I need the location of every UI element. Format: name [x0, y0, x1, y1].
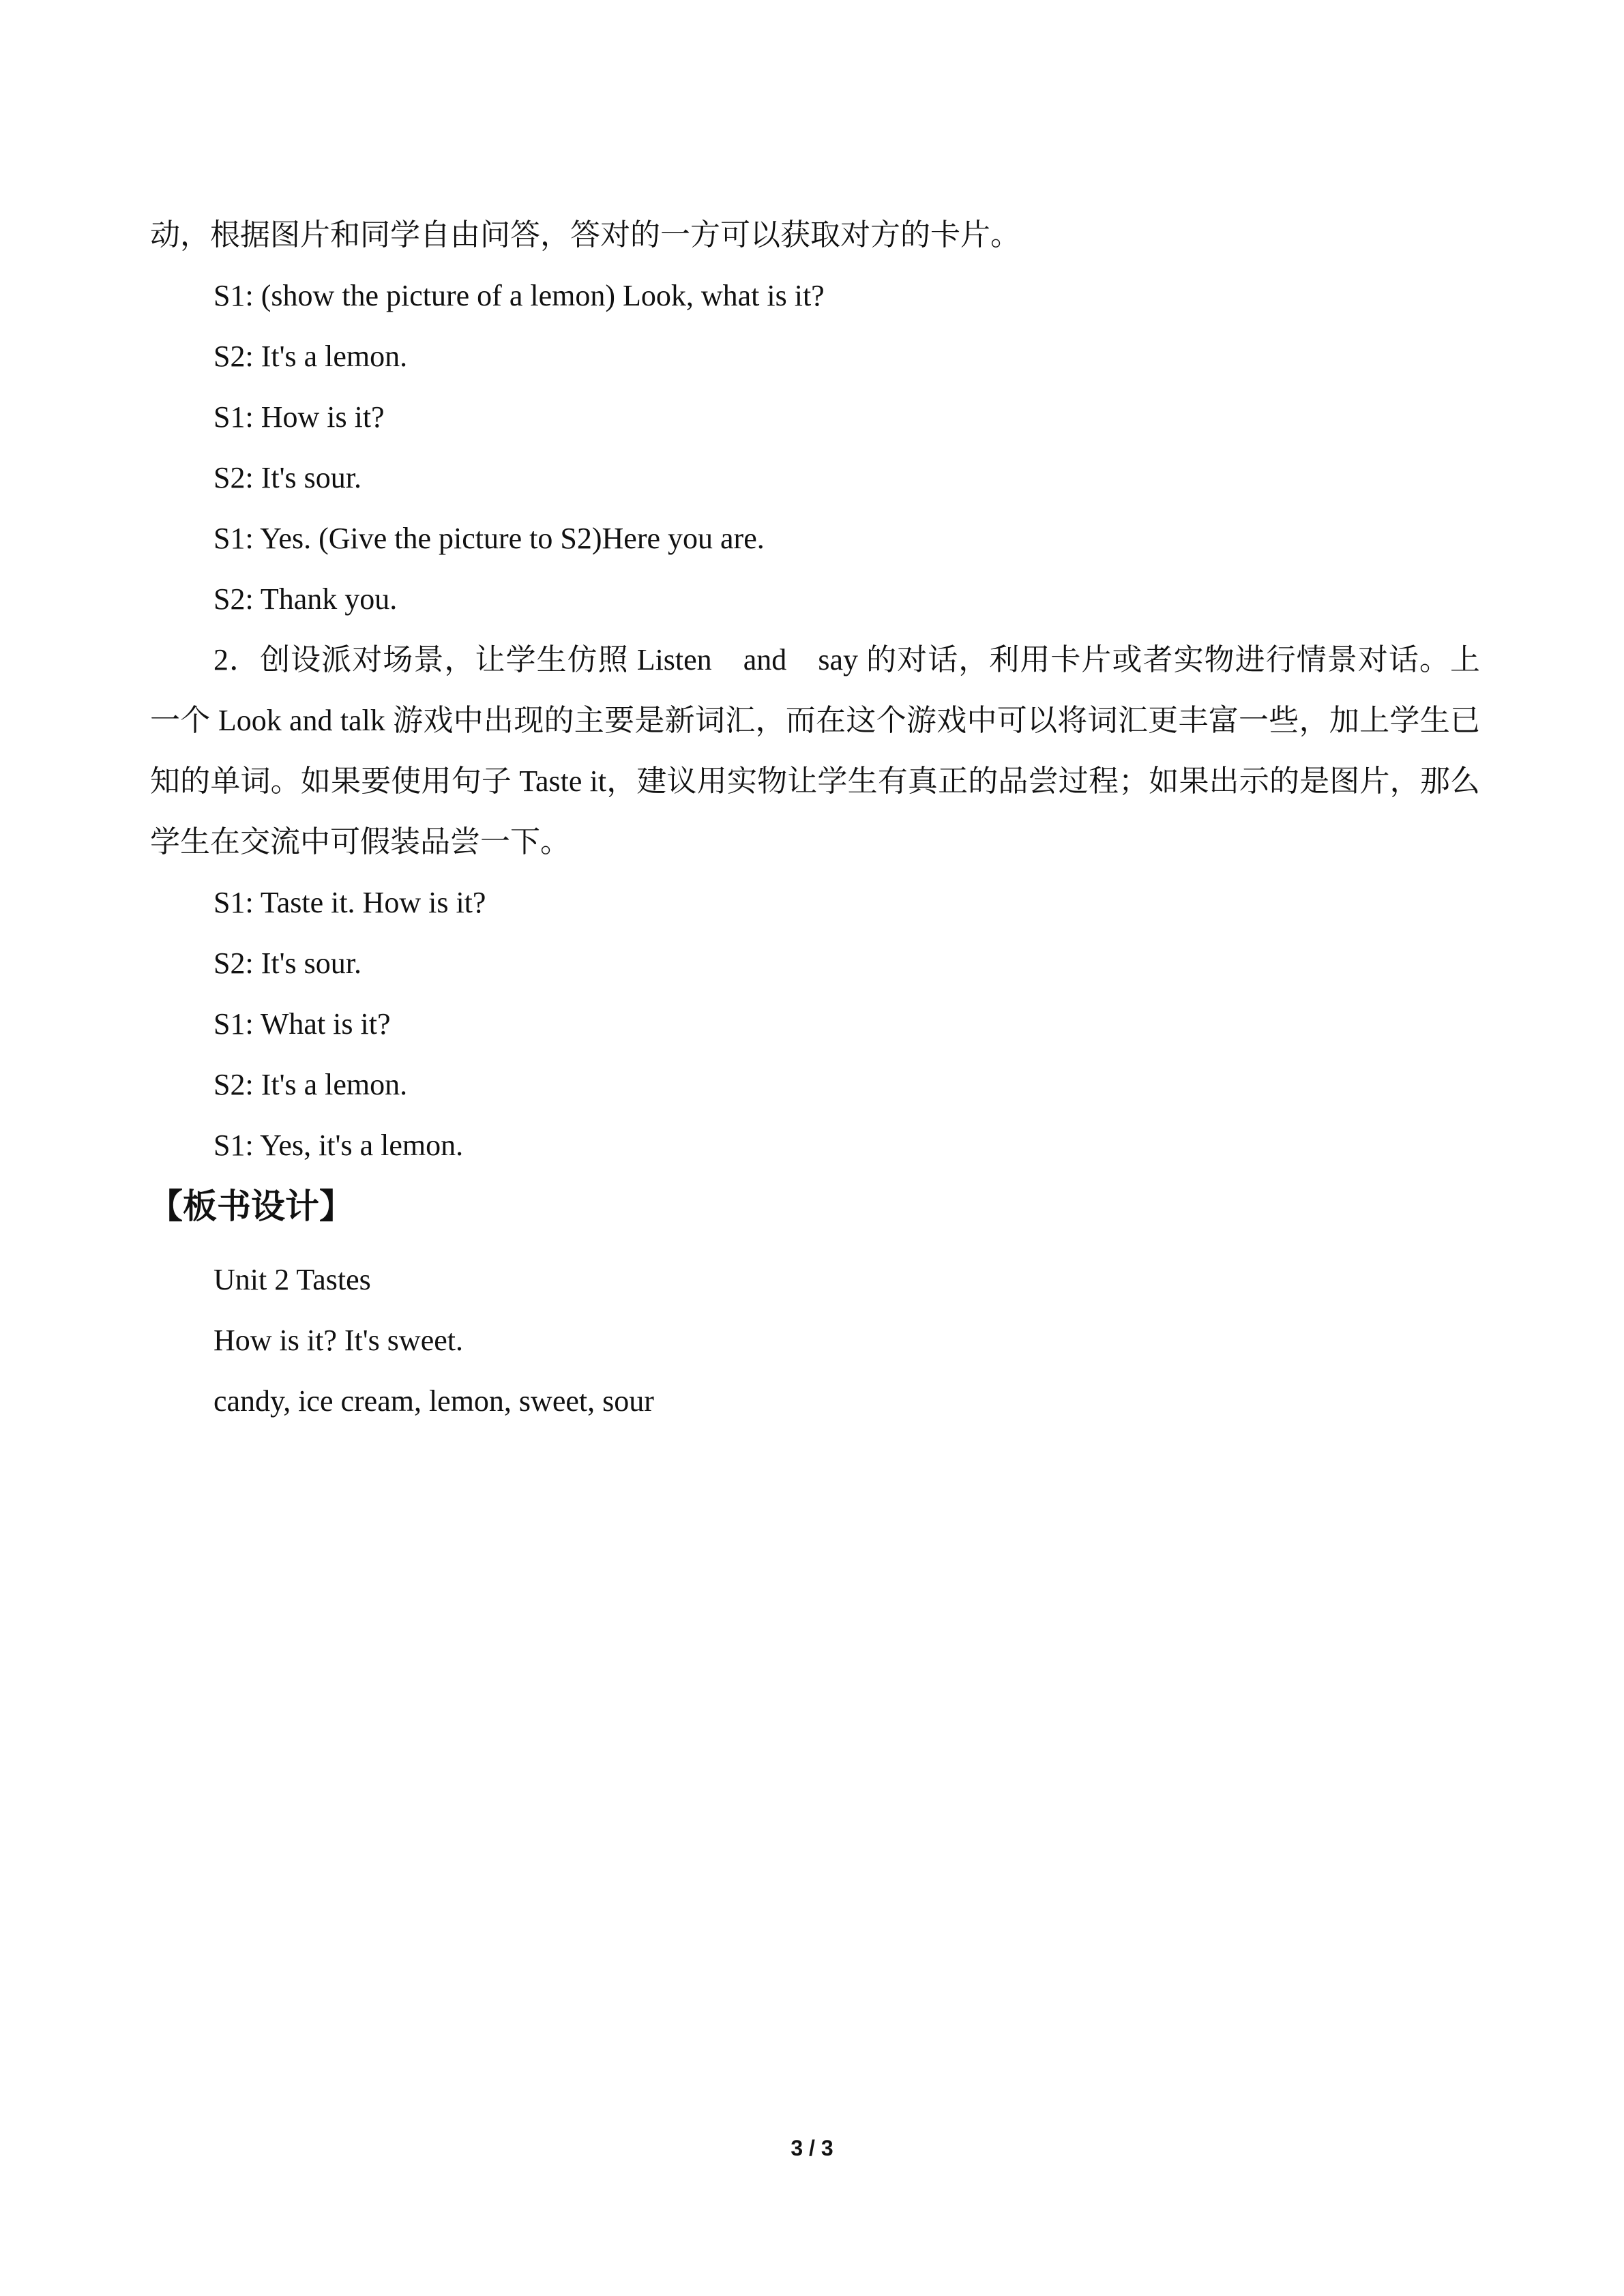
dialog-line: S2: It's a lemon.	[213, 340, 408, 373]
dialog-line: S1: Taste it. How is it?	[213, 886, 486, 919]
board-design	[150, 1249, 1480, 1431]
section-title: 【板书设计】	[149, 1187, 353, 1226]
page-number: 3 / 3	[791, 2136, 833, 2160]
dialog-line: S1: Yes. (Give the picture to S2)Here you are.	[213, 522, 765, 555]
page-content	[150, 205, 1480, 1431]
dialog-line: S2: Thank you.	[213, 582, 398, 616]
activity-paragraph: 2．创设派对场景，让学生仿照 Listen and say 的对话，利用卡片或者实物进行情景对话。上一个 Look and talk 游戏中出现的主要是新词汇，而在这个游戏中可以将词汇更丰富一些，加上学生已知的单词。如果要使用句子 Taste it，建议用实物让学生有真正的品尝过程；如果出示的是图片，那么学生在交流中可假装品尝一下。	[150, 643, 1480, 859]
dialog-line: S1: Yes, it's a lemon.	[213, 1129, 464, 1162]
dialog-line: S2: It's sour.	[213, 461, 361, 494]
intro-line: 动，根据图片和同学自由问答，答对的一方可以获取对方的卡片。	[150, 218, 1020, 252]
dialog-line: S2: It's sour.	[213, 946, 361, 980]
board-line: candy, ice cream, lemon, sweet, sour	[213, 1384, 654, 1418]
board-line: Unit 2 Tastes	[213, 1263, 371, 1296]
board-line: How is it? It's sweet.	[213, 1324, 463, 1357]
dialog-line: S2: It's a lemon.	[213, 1068, 408, 1101]
dialog-line: S1: (show the picture of a lemon) Look, what is it?	[213, 279, 825, 312]
dialog-line: S1: What is it?	[213, 1007, 391, 1041]
dialog-line: S1: How is it?	[213, 400, 385, 434]
